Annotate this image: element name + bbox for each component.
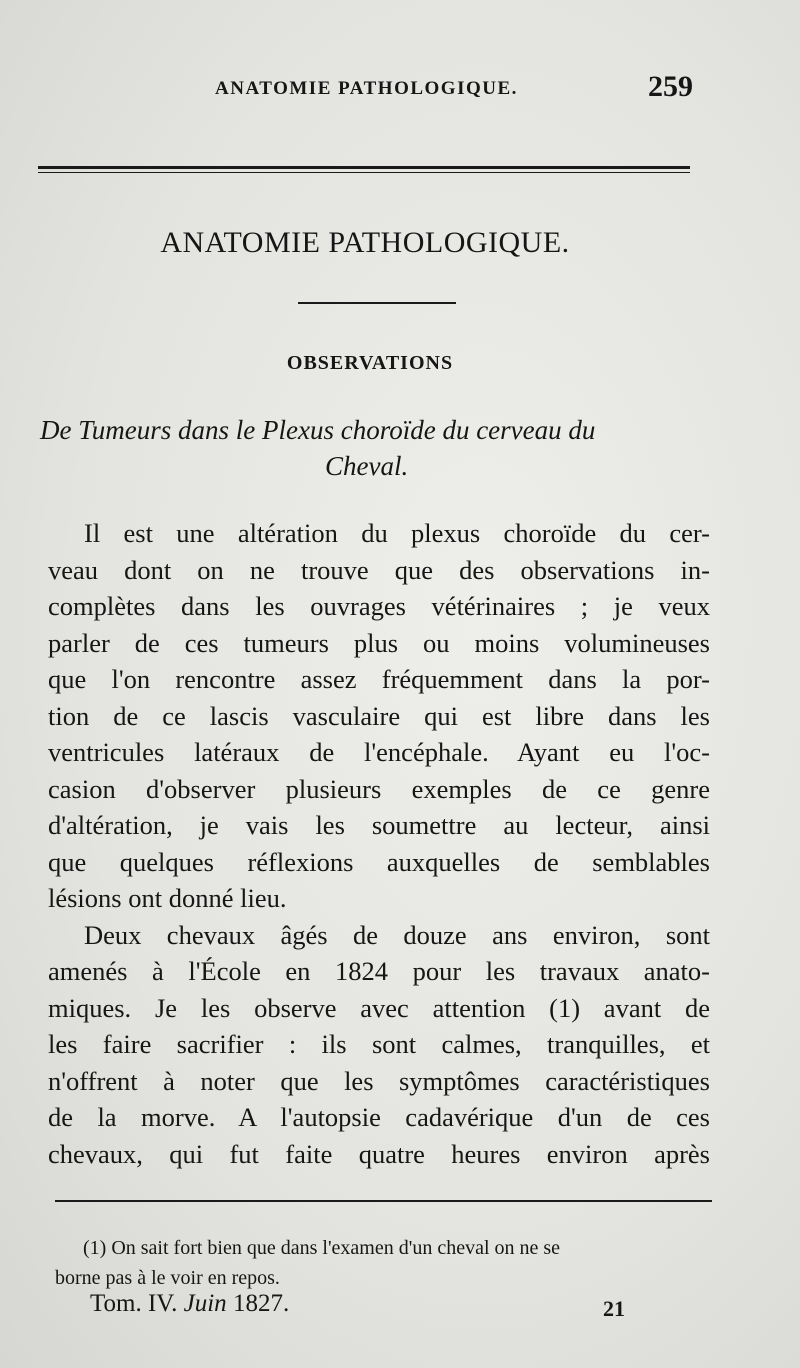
body-line: lésions ont donné lieu.: [48, 883, 287, 913]
header-double-rule: [38, 166, 690, 174]
body-line: que l'on rencontre assez fréquemment dans la por-: [48, 664, 710, 694]
signature-mark: 21: [603, 1296, 625, 1321]
signature-month: Juin: [183, 1290, 227, 1317]
running-head: ANATOMIE PATHOLOGIQUE.: [215, 78, 518, 99]
body-line: Deux chevaux âgés de douze ans environ, sont: [84, 919, 710, 950]
body-line: que quelques réflexions auxquelles de semblables: [48, 846, 710, 877]
title-divider: [298, 302, 456, 304]
body-line: d'altération, je vais les soumettre au lecteur, ainsi: [48, 810, 710, 840]
signature-year: 1827.: [232, 1290, 290, 1317]
body-line: casion d'observer plusieurs exemples de ce genre: [48, 773, 710, 804]
body-line: n'offrent à noter que les symptômes caractéristiques: [48, 1065, 710, 1096]
footnote: [55, 1233, 720, 1293]
body-line: les faire sacrifier : ils sont calmes, tranquilles, et: [48, 1029, 710, 1059]
footnote-line-2: borne pas à le voir en repos.: [55, 1267, 280, 1289]
body-line: veau dont on ne trouve que des observations in-: [48, 554, 710, 585]
body-text: [48, 515, 710, 1172]
subtitle-line-2: Cheval.: [325, 451, 409, 481]
footnote-rule: [55, 1200, 712, 1202]
page-number: 259: [648, 70, 693, 103]
body-line: chevaux, qui fut faite quatre heures environ après: [48, 1138, 710, 1169]
signature-tom: Tom. IV.: [90, 1290, 178, 1317]
body-line: parler de ces tumeurs plus ou moins volumineuses: [48, 627, 710, 658]
header-rule-thin: [38, 172, 690, 173]
body-line: Il est une altération du plexus choroïde du cer-: [84, 518, 710, 548]
observations-heading: OBSERVATIONS: [286, 352, 454, 374]
section-title: ANATOMIE PATHOLOGIQUE.: [160, 226, 570, 259]
body-line: amenés à l'École en 1824 pour les travaux anato-: [48, 956, 710, 986]
body-line: miques. Je les observe avec attention (1) avant de: [48, 992, 710, 1023]
body-line: de la morve. A l'autopsie cadavérique d'un de ces: [48, 1102, 710, 1132]
body-line: tion de ce lascis vasculaire qui est libre dans les: [48, 700, 710, 731]
printer-signature: [90, 1290, 289, 1318]
header-rule-thick: [38, 166, 690, 169]
body-line: ventricules latéraux de l'encéphale. Ayant eu l'oc-: [48, 737, 710, 767]
footnote-line-1: (1) On sait fort bien que dans l'examen d'un cheval on ne se: [83, 1237, 561, 1259]
subtitle-line-1: De Tumeurs dans le Plexus choroïde du cerveau du: [40, 415, 596, 445]
body-line: complètes dans les ouvrages vétérinaires ; je veux: [48, 591, 710, 621]
